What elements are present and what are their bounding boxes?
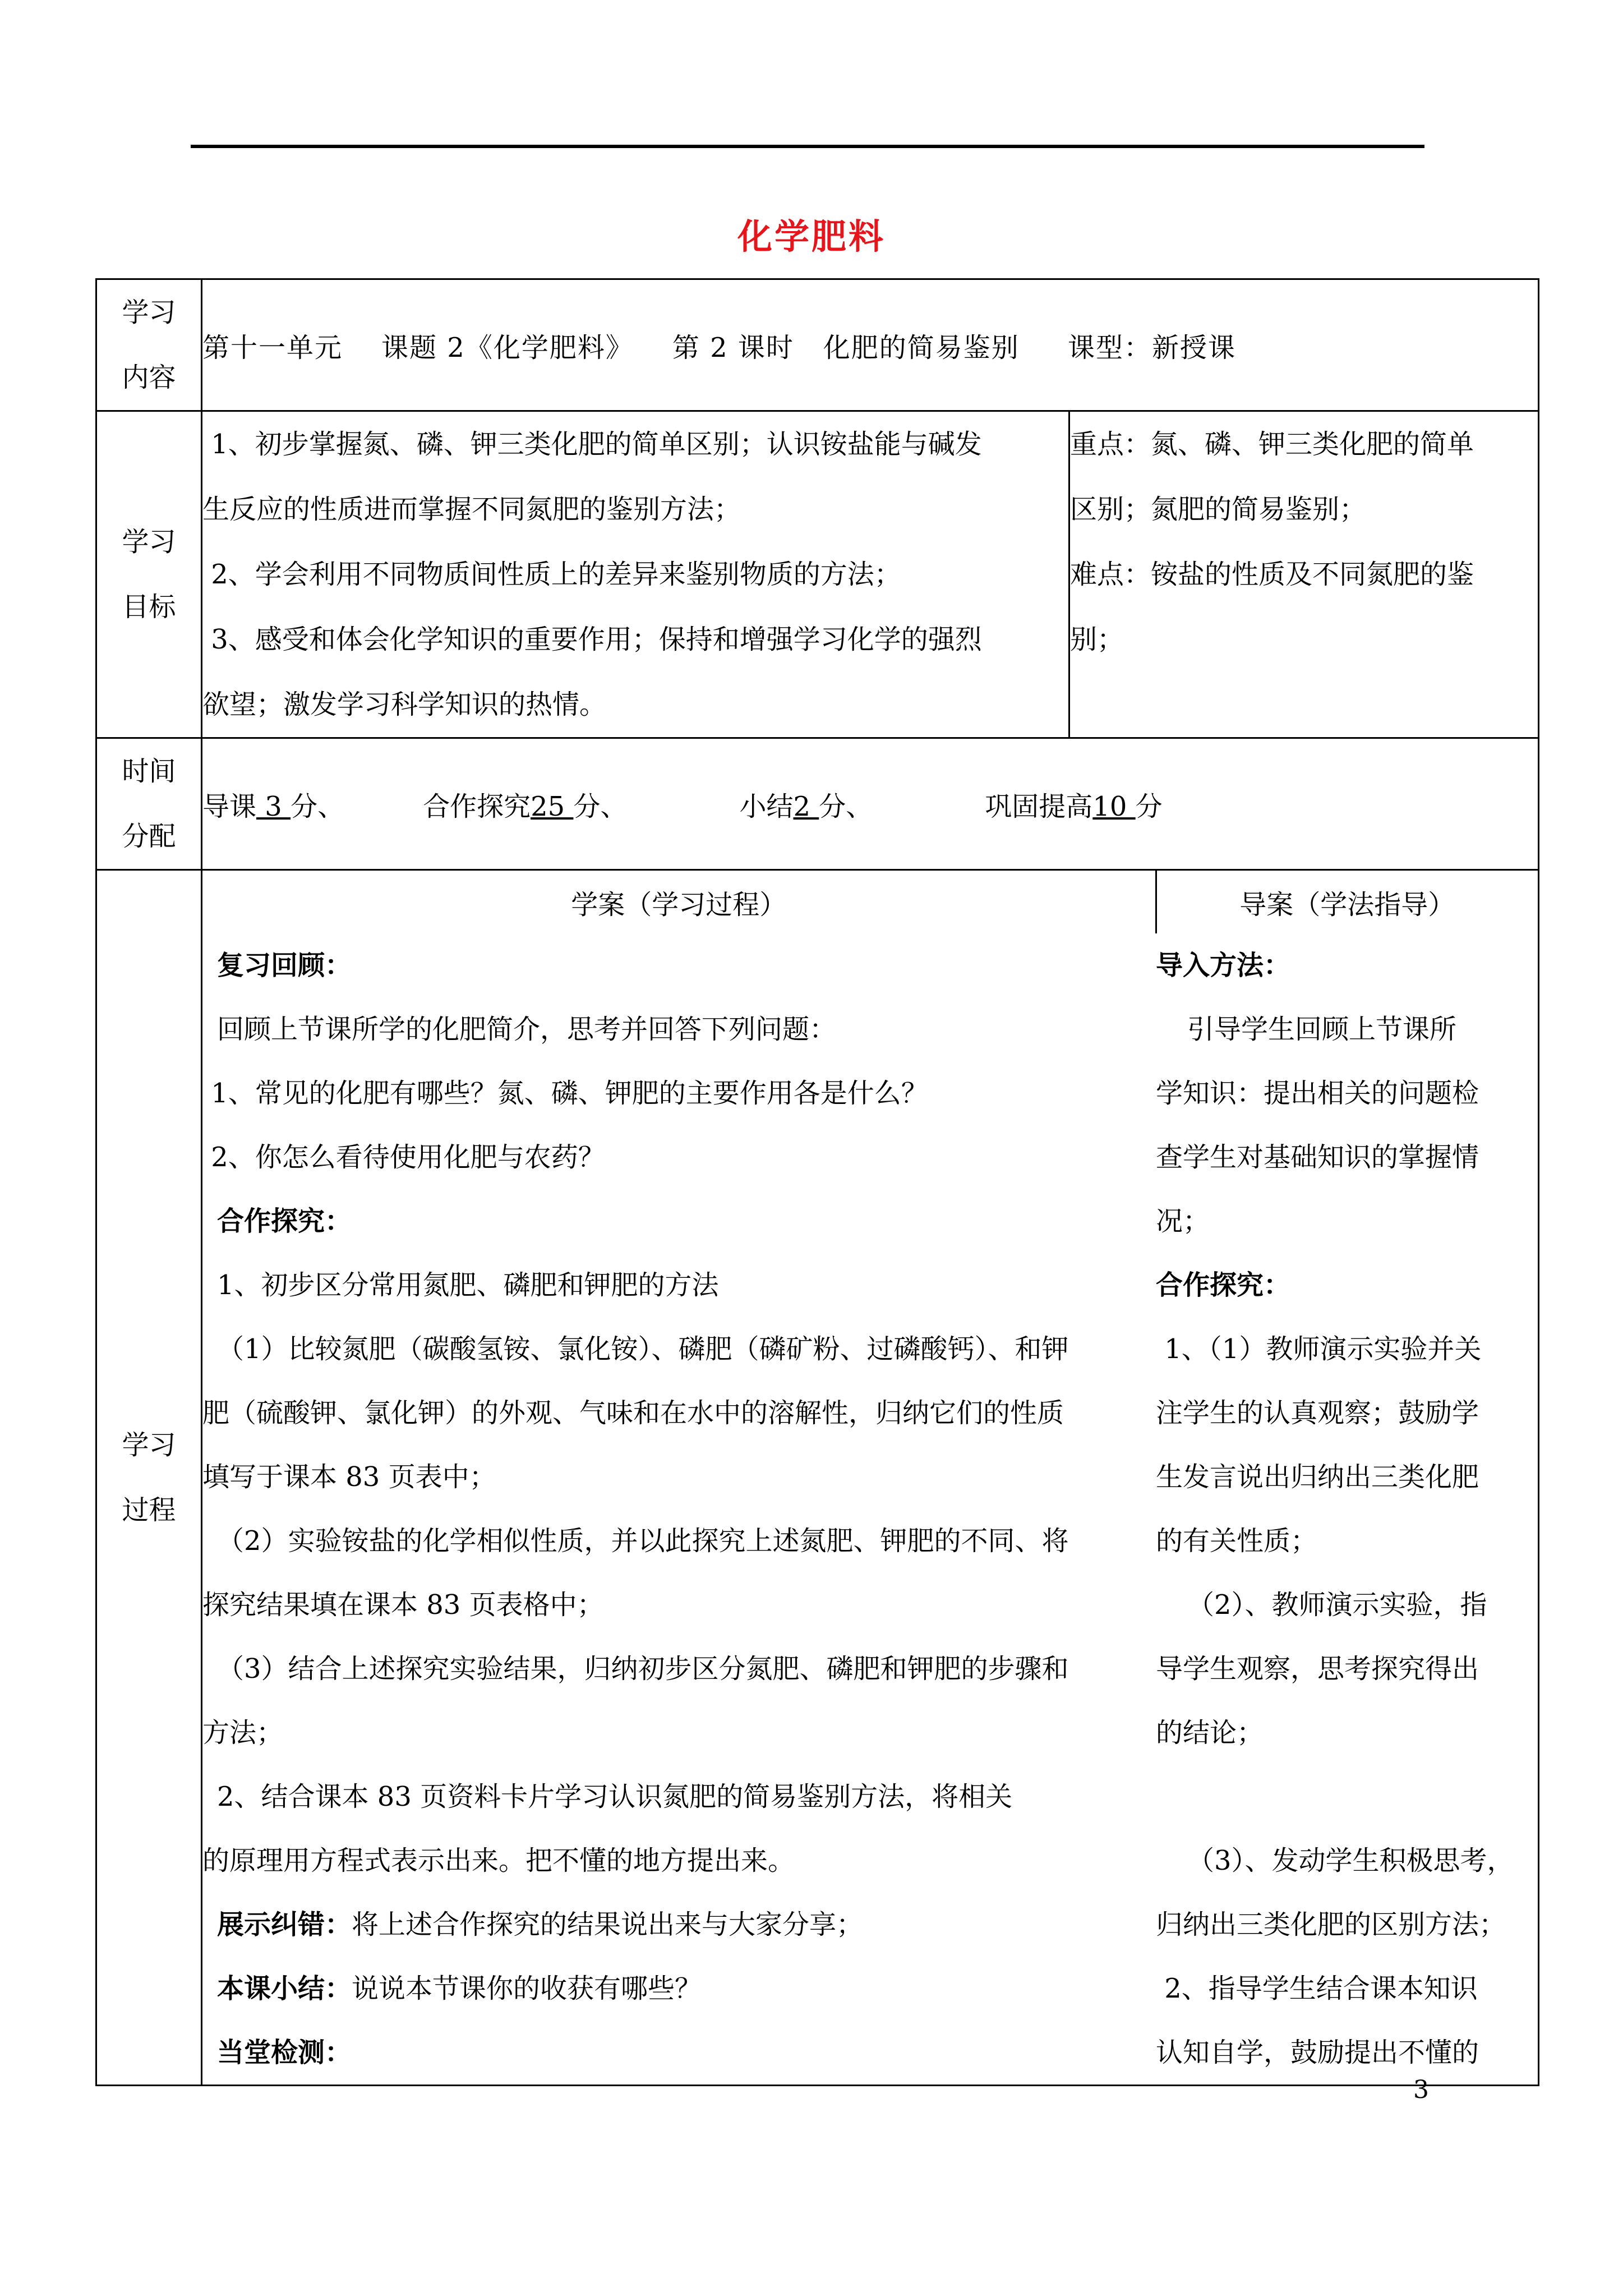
label-content: 学习 内容 xyxy=(96,279,202,411)
label-time: 时间 分配 xyxy=(96,738,202,870)
header-study-plan: 学案（学习过程） xyxy=(202,871,1156,933)
page-title: 化学肥料 xyxy=(737,216,886,257)
row-goals xyxy=(96,411,1539,738)
study-process-column: 复习回顾： 回顾上节课所学的化肥简介，思考并回答下列问题： 1、常见的化肥有哪些？氮、磷、钾肥的主要作用各是什么？ 2、你怎么看待使用化肥与农药？ 合作探究： 1、初步区分常用氮肥、磷肥和钾肥的方法 （1）比较氮肥（碳酸氢铵、氯化铵）、磷肥（磷矿粉、过磷酸钙）、和钾 肥（硫酸钾、氯化钾）的外观、气味和在水中的溶解性，归纳它们的性质 填写于课本 83 页表中； （2）实验铵盐的化学相似性质，并以此探究上述氮肥、钾肥的不同、将 探究结果填在课本 83 页表格中； （3）结合上述探究实验结果，归纳初步区分氮肥、磷肥和钾肥的步骤和 方法； 2、结合课本 83 页资料卡片学习认识氮肥的简易鉴别方法，将相关 的原理用方程式表示出来。把不懂的地方提出来。 展示纠错：将上述合作探究的结果说出来与大家分享； 本课小结：说说本节课你的收获有哪些？ 当堂检测： xyxy=(202,950,1069,2068)
row-process xyxy=(96,870,1539,2086)
label-goals: 学习 目标 xyxy=(96,411,202,738)
header-rule xyxy=(191,145,1424,148)
process-inner-table xyxy=(202,871,1538,2085)
guide-column: 导入方法： 引导学生回顾上节课所 学知识：提出相关的问题检 查学生对基础知识的掌握情 况； 合作探究： 1、（1）教师演示实验并关 注学生的认真观察；鼓励学 生发言说出归纳出三类化肥 的有关性质； （2）、教师演示实验，指 导学生观察，思考探究得出 的结论； （3）、发动学生积极思考， 归纳出三类化肥的区别方法； 2、指导学生结合课本知识 认知自学，鼓励提出不懂的 xyxy=(1156,950,1514,2068)
label-process: 学习 过程 xyxy=(96,870,202,2086)
goals-text: 1、初步掌握氮、磷、钾三类化肥的简单区别；认识铵盐能与碱发 生反应的性质进而掌握不同氮肥的鉴别方法； 2、学会利用不同物质间性质上的差异来鉴别物质的方法； 3、感受和体会化学知识的重要作用；保持和增强学习化学的强烈 欲望；激发学习科学知识的热情。 xyxy=(202,411,1069,738)
row-content xyxy=(96,279,1539,411)
time-allocation: 导课 3 分、 合作探究25 分、 小结2 分、 巩固提高10 分 xyxy=(202,738,1539,870)
row-time xyxy=(96,738,1539,870)
content-text: 第十一单元 课题 2《化学肥料》 第 2 课时 化肥的简易鉴别 课型：新授课 xyxy=(202,279,1539,411)
key-points: 重点：氮、磷、钾三类化肥的简单 区别；氮肥的简易鉴别； 难点：铵盐的性质及不同氮肥的鉴 别； xyxy=(1069,411,1539,738)
process-cell xyxy=(202,870,1539,2086)
header-guide-plan: 导案（学法指导） xyxy=(1239,889,1455,921)
page-number: 3 xyxy=(1413,2076,1429,2104)
lesson-plan-table xyxy=(95,278,1539,2086)
